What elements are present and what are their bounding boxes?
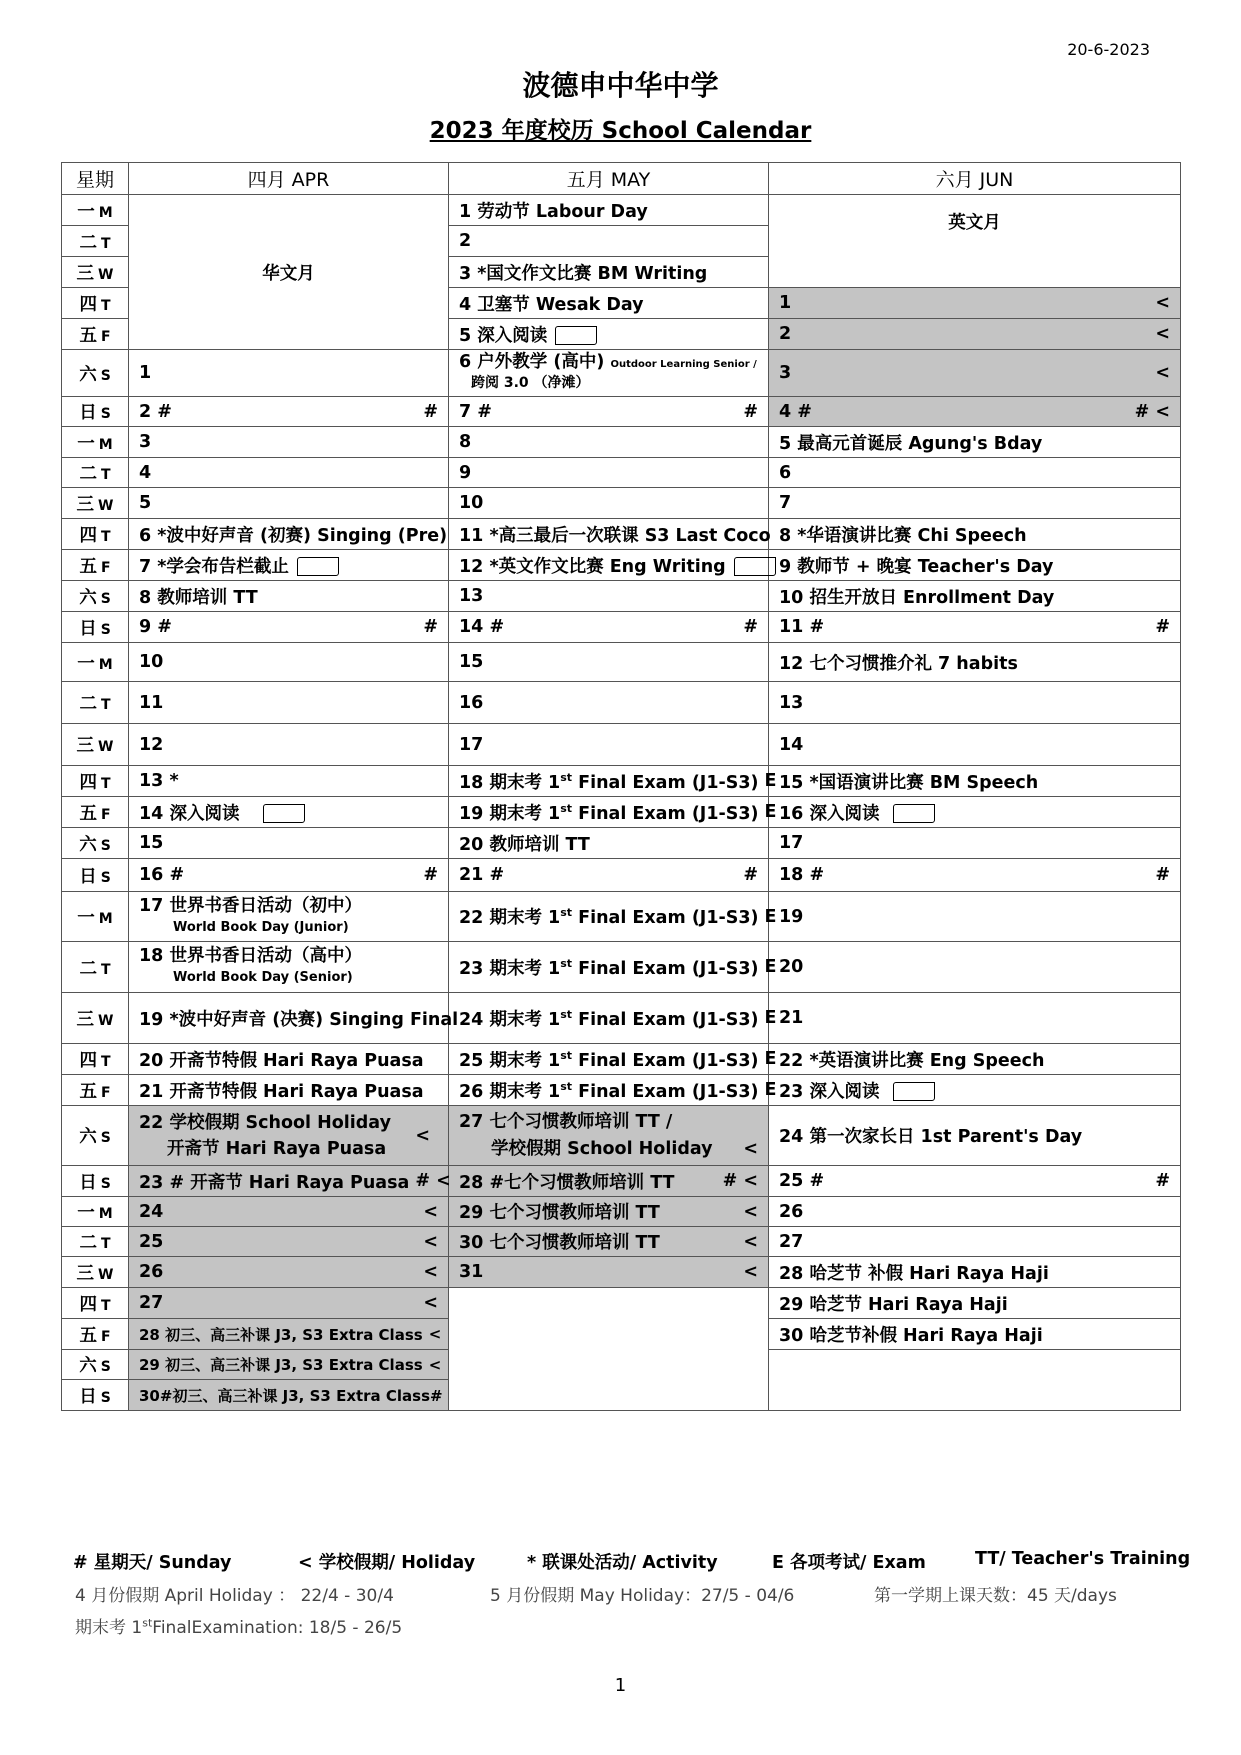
apr-day-6: 6 *波中好声音 (初赛) Singing (Pre)	[129, 519, 449, 550]
weekday-cell: 一 M	[62, 427, 129, 458]
apr-day-1: 1	[129, 350, 449, 397]
table-row	[62, 682, 1181, 724]
table-row	[62, 1288, 1181, 1319]
jun-day-8: 8 *华语演讲比赛 Chi Speech	[769, 519, 1181, 550]
apr-day-23: 23 # 开斋节 Hari Raya Puasa # <	[129, 1166, 449, 1197]
jun-empty-cell	[769, 1350, 1181, 1411]
may-day-10: 10	[449, 488, 769, 519]
apr-day-11: 11	[129, 682, 449, 724]
table-row	[62, 766, 1181, 797]
scroll-icon	[263, 804, 305, 823]
jun-day-5: 5 最高元首诞辰 Agung's Bday	[769, 427, 1181, 458]
apr-day-9: 9 # #	[129, 612, 449, 643]
jun-day-29: 29 哈芝节 Hari Raya Haji	[769, 1288, 1181, 1319]
may-day-30: 30 七个习惯教师培训 TT <	[449, 1227, 769, 1257]
apr-day-25: 25 <	[129, 1227, 449, 1257]
legend-sunday: # 星期天/ Sunday	[73, 1553, 232, 1573]
may-day-31: 31 <	[449, 1257, 769, 1288]
weekday-cell: 日 S	[62, 1166, 129, 1197]
jun-day-26: 26	[769, 1197, 1181, 1227]
weekday-cell: 二 T	[62, 682, 129, 724]
may-day-2: 2	[449, 226, 769, 257]
apr-day-21: 21 开斋节特假 Hari Raya Puasa	[129, 1075, 449, 1106]
apr-day-18: 18 世界书香日活动（高中） World Book Day (Senior)	[129, 942, 449, 993]
may-day-7: 7 # #	[449, 397, 769, 427]
legend-activity: * 联课处活动/ Activity	[527, 1553, 718, 1573]
table-row	[62, 797, 1181, 828]
weekday-cell: 四 T	[62, 1288, 129, 1319]
weekday-cell: 二 T	[62, 1227, 129, 1257]
school-days-note: 第一学期上课天数：45 天/days	[874, 1586, 1117, 1606]
weekday-cell: 日 S	[62, 1380, 129, 1411]
table-row	[62, 519, 1181, 550]
weekday-cell: 一 M	[62, 1197, 129, 1227]
page-number: 1	[614, 1675, 627, 1696]
table-row	[62, 993, 1181, 1044]
may-day-23: 23 期末考 1st Final Exam (J1-S3) E	[449, 942, 769, 993]
apr-header: 四月 APR	[129, 163, 449, 195]
may-day-17: 17	[449, 724, 769, 766]
may-day-13: 13	[449, 581, 769, 612]
table-row	[62, 1227, 1181, 1257]
table-row	[62, 643, 1181, 682]
calendar-title: 2023 年度校历 School Calendar	[429, 118, 812, 144]
jun-day-30: 30 哈芝节补假 Hari Raya Haji	[769, 1319, 1181, 1350]
table-row	[62, 427, 1181, 458]
apr-day-20: 20 开斋节特假 Hari Raya Puasa	[129, 1044, 449, 1075]
jun-day-20: 20	[769, 942, 1181, 993]
apr-day-8: 8 教师培训 TT	[129, 581, 449, 612]
weekday-cell: 五 F	[62, 1319, 129, 1350]
school-name: 波德申中华中学	[522, 69, 719, 102]
apr-day-12: 12	[129, 724, 449, 766]
jun-day-25: 25 # #	[769, 1166, 1181, 1197]
weekday-cell: 二 T	[62, 942, 129, 993]
jun-day-6: 6	[769, 458, 1181, 488]
may-day-12: 12 *英文作文比赛 Eng Writing	[449, 550, 769, 581]
jun-day-13: 13	[769, 682, 1181, 724]
weekday-cell: 日 S	[62, 612, 129, 643]
jun-day-17: 17	[769, 828, 1181, 859]
legend-exam: E 各项考试/ Exam	[772, 1553, 926, 1573]
apr-day-26: 26 <	[129, 1257, 449, 1288]
apr-day-17: 17 世界书香日活动（初中） World Book Day (Junior)	[129, 892, 449, 942]
jun-day-3: 3 <	[769, 350, 1181, 397]
table-row	[62, 397, 1181, 427]
may-day-15: 15	[449, 643, 769, 682]
weekday-cell: 日 S	[62, 859, 129, 892]
may-header: 五月 MAY	[449, 163, 769, 195]
jun-day-2: 2 <	[769, 319, 1181, 350]
jun-day-16: 16 深入阅读	[769, 797, 1181, 828]
table-row	[62, 1106, 1181, 1166]
weekday-cell: 一 M	[62, 892, 129, 942]
may-holiday-note: 5 月份假期 May Holiday：27/5 - 04/6	[490, 1586, 795, 1606]
table-row	[62, 458, 1181, 488]
header-row	[62, 163, 1181, 195]
scroll-icon	[893, 1082, 935, 1101]
table-row	[62, 1166, 1181, 1197]
april-holiday-note: 4 月份假期 April Holiday ： 22/4 - 30/4	[75, 1586, 394, 1606]
apr-day-16: 16 # #	[129, 859, 449, 892]
jun-day-21: 21	[769, 993, 1181, 1044]
weekday-cell: 三 W	[62, 257, 129, 288]
jun-day-10: 10 招生开放日 Enrollment Day	[769, 581, 1181, 612]
table-row	[62, 828, 1181, 859]
table-row	[62, 859, 1181, 892]
weekday-cell: 六 S	[62, 581, 129, 612]
may-day-19: 19 期末考 1st Final Exam (J1-S3) E	[449, 797, 769, 828]
may-day-5: 5 深入阅读	[449, 319, 769, 350]
jun-header: 六月 JUN	[769, 163, 1181, 195]
table-row	[62, 942, 1181, 993]
jun-day-9: 9 教师节 + 晚宴 Teacher's Day	[769, 550, 1181, 581]
table-row	[62, 488, 1181, 519]
may-day-4: 4 卫塞节 Wesak Day	[449, 288, 769, 319]
jun-day-18: 18 # #	[769, 859, 1181, 892]
apr-day-19: 19 *波中好声音 (决赛) Singing Final	[129, 993, 449, 1044]
weekday-header: 星期	[62, 163, 129, 195]
may-day-9: 9	[449, 458, 769, 488]
apr-day-7: 7 *学会布告栏截止	[129, 550, 449, 581]
table-row	[62, 581, 1181, 612]
jun-day-7: 7	[769, 488, 1181, 519]
weekday-cell: 五 F	[62, 550, 129, 581]
jun-day-23: 23 深入阅读	[769, 1075, 1181, 1106]
weekday-cell: 一 M	[62, 195, 129, 226]
table-row	[62, 1197, 1181, 1227]
weekday-cell: 四 T	[62, 766, 129, 797]
table-row	[62, 1257, 1181, 1288]
apr-day-13: 13 *	[129, 766, 449, 797]
jun-day-12: 12 七个习惯推介礼 7 habits	[769, 643, 1181, 682]
jun-day-22: 22 *英语演讲比赛 Eng Speech	[769, 1044, 1181, 1075]
apr-day-15: 15	[129, 828, 449, 859]
may-day-1: 1 劳动节 Labour Day	[449, 195, 769, 226]
may-day-29: 29 七个习惯教师培训 TT <	[449, 1197, 769, 1227]
weekday-cell: 三 W	[62, 488, 129, 519]
weekday-cell: 三 W	[62, 1257, 129, 1288]
jun-day-15: 15 *国语演讲比赛 BM Speech	[769, 766, 1181, 797]
weekday-cell: 四 T	[62, 288, 129, 319]
may-day-26: 26 期末考 1st Final Exam (J1-S3) E	[449, 1075, 769, 1106]
may-day-16: 16	[449, 682, 769, 724]
weekday-cell: 五 F	[62, 319, 129, 350]
apr-month-label: 华文月	[129, 195, 449, 350]
weekday-cell: 日 S	[62, 397, 129, 427]
may-day-3: 3 *国文作文比赛 BM Writing	[449, 257, 769, 288]
jun-day-11: 11 # #	[769, 612, 1181, 643]
weekday-cell: 六 S	[62, 828, 129, 859]
jun-day-19: 19	[769, 892, 1181, 942]
jun-month-label: 英文月	[769, 195, 1181, 288]
may-day-20: 20 教师培训 TT	[449, 828, 769, 859]
may-day-25: 25 期末考 1st Final Exam (J1-S3) E	[449, 1044, 769, 1075]
jun-day-1: 1 <	[769, 288, 1181, 319]
scroll-icon	[555, 326, 597, 345]
may-day-24: 24 期末考 1st Final Exam (J1-S3) E	[449, 993, 769, 1044]
weekday-cell: 一 M	[62, 643, 129, 682]
weekday-cell: 六 S	[62, 350, 129, 397]
table-row	[62, 892, 1181, 942]
table-row	[62, 550, 1181, 581]
apr-day-28: 28 初三、高三补课 J3, S3 Extra Class <	[129, 1319, 449, 1350]
may-empty-cell	[449, 1288, 769, 1411]
weekday-cell: 三 W	[62, 724, 129, 766]
apr-day-30: 30#初三、高三补课 J3, S3 Extra Class#	[129, 1380, 449, 1411]
may-day-27: 27 七个习惯教师培训 TT / 学校假期 School Holiday <	[449, 1106, 769, 1166]
scroll-icon	[734, 557, 776, 576]
weekday-cell: 六 S	[62, 1106, 129, 1166]
may-day-22: 22 期末考 1st Final Exam (J1-S3) E	[449, 892, 769, 942]
legend-tt: TT/ Teacher's Training	[975, 1549, 1191, 1569]
may-day-6: 6 户外教学 (高中) Outdoor Learning Senior / 跨阅 3.0 （净滩）	[449, 350, 769, 397]
may-day-21: 21 # #	[449, 859, 769, 892]
table-row	[62, 350, 1181, 397]
legend-holiday: < 学校假期/ Holiday	[298, 1553, 476, 1573]
apr-day-29: 29 初三、高三补课 J3, S3 Extra Class <	[129, 1350, 449, 1380]
jun-day-4: 4 # # <	[769, 397, 1181, 427]
table-row	[62, 612, 1181, 643]
apr-day-2: 2 # #	[129, 397, 449, 427]
apr-day-10: 10	[129, 643, 449, 682]
jun-day-24: 24 第一次家长日 1st Parent's Day	[769, 1106, 1181, 1166]
weekday-cell: 四 T	[62, 1044, 129, 1075]
jun-day-27: 27	[769, 1227, 1181, 1257]
weekday-cell: 四 T	[62, 519, 129, 550]
weekday-cell: 五 F	[62, 797, 129, 828]
table-row	[62, 724, 1181, 766]
final-exam-note: 期末考 1stFinalExamination: 18/5 - 26/5	[75, 1616, 403, 1638]
scroll-icon	[297, 557, 339, 576]
scroll-icon	[893, 804, 935, 823]
may-day-28: 28 #七个习惯教师培训 TT # <	[449, 1166, 769, 1197]
weekday-cell: 二 T	[62, 226, 129, 257]
weekday-cell: 三 W	[62, 993, 129, 1044]
may-day-18: 18 期末考 1st Final Exam (J1-S3) E	[449, 766, 769, 797]
weekday-cell: 六 S	[62, 1350, 129, 1380]
date-stamp: 20-6-2023	[1067, 40, 1150, 59]
may-day-11: 11 *高三最后一次联课 S3 Last Coco	[449, 519, 769, 550]
may-day-14: 14 # #	[449, 612, 769, 643]
apr-day-24: 24 <	[129, 1197, 449, 1227]
weekday-cell: 五 F	[62, 1075, 129, 1106]
jun-day-28: 28 哈芝节 补假 Hari Raya Haji	[769, 1257, 1181, 1288]
apr-day-27: 27 <	[129, 1288, 449, 1319]
apr-day-3: 3	[129, 427, 449, 458]
table-row	[62, 1044, 1181, 1075]
calendar-table	[61, 162, 1181, 1411]
apr-day-22: 22 学校假期 School Holiday 开斋节 Hari Raya Puasa <	[129, 1106, 449, 1166]
table-row	[62, 1075, 1181, 1106]
jun-day-14: 14	[769, 724, 1181, 766]
apr-day-14: 14 深入阅读	[129, 797, 449, 828]
table-row	[62, 195, 1181, 226]
apr-day-5: 5	[129, 488, 449, 519]
apr-day-4: 4	[129, 458, 449, 488]
may-day-8: 8	[449, 427, 769, 458]
weekday-cell: 二 T	[62, 458, 129, 488]
